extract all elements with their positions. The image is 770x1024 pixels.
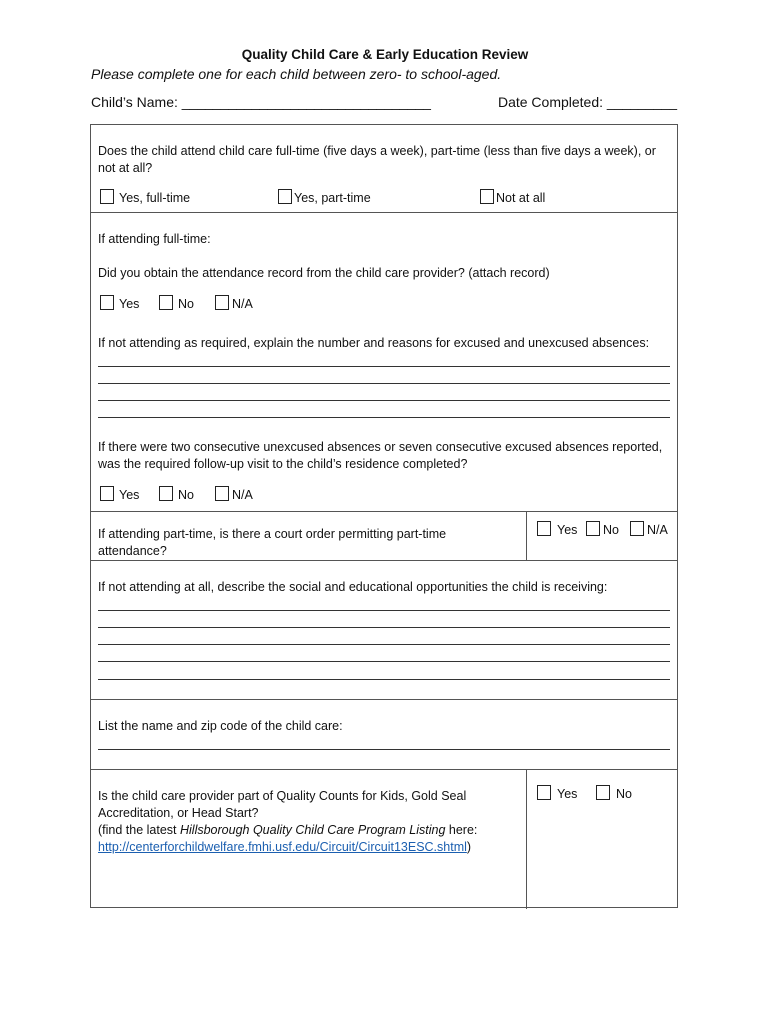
court-order-no[interactable]: No (586, 521, 619, 537)
court-order-question: If attending part-time, is there a court order permitting part-time attendance? (98, 527, 447, 558)
checkbox-icon[interactable] (278, 189, 292, 204)
absences-answer-line[interactable] (98, 417, 670, 418)
review-form (90, 124, 678, 908)
opportunities-answer-line[interactable] (98, 627, 670, 628)
full-time-section (91, 213, 677, 512)
attendance-record-yes[interactable]: Yes (100, 295, 139, 311)
checkbox-icon[interactable] (630, 521, 644, 536)
child-name-field[interactable]: Child’s Name: ________________________________ (91, 94, 431, 110)
form-subtitle: Please complete one for each child between zero- to school-aged. (91, 66, 502, 82)
absences-question: If not attending as required, explain the number and reasons for excused and unexcused absences: (98, 336, 650, 350)
option-yes-part-time[interactable]: Yes, part-time (278, 189, 371, 205)
opportunities-answer-line[interactable] (98, 644, 670, 645)
followup-na[interactable]: N/A (215, 486, 253, 502)
followup-no[interactable]: No (159, 486, 194, 502)
column-divider (526, 770, 527, 909)
child-care-name-section (91, 700, 677, 770)
name-zip-question: List the name and zip code of the child care: (98, 719, 343, 733)
name-zip-answer-line[interactable] (98, 749, 670, 750)
option-yes-full-time[interactable]: Yes, full-time (100, 189, 190, 205)
checkbox-icon[interactable] (159, 295, 173, 310)
checkbox-icon[interactable] (215, 295, 229, 310)
checkbox-icon[interactable] (537, 521, 551, 536)
checkbox-icon[interactable] (159, 486, 173, 501)
checkbox-icon[interactable] (100, 295, 114, 310)
attendance-record-na[interactable]: N/A (215, 295, 253, 311)
full-time-heading: If attending full-time: (98, 232, 211, 246)
court-order-na[interactable]: N/A (630, 521, 668, 537)
checkbox-icon[interactable] (100, 486, 114, 501)
absences-answer-line[interactable] (98, 366, 670, 367)
checkbox-icon[interactable] (480, 189, 494, 204)
quality-counts-yes[interactable]: Yes (537, 785, 577, 801)
checkbox-icon[interactable] (537, 785, 551, 800)
attendance-type-section (91, 125, 677, 213)
attendance-type-question: Does the child attend child care full-time (five days a week), part-time (less than five days a week), or not at all? (98, 144, 656, 175)
checkbox-icon[interactable] (586, 521, 600, 536)
absences-answer-line[interactable] (98, 383, 670, 384)
followup-yes[interactable]: Yes (100, 486, 139, 502)
absences-answer-line[interactable] (98, 400, 670, 401)
attendance-record-no[interactable]: No (159, 295, 194, 311)
court-order-yes[interactable]: Yes (537, 521, 577, 537)
checkbox-icon[interactable] (100, 189, 114, 204)
checkbox-icon[interactable] (215, 486, 229, 501)
part-time-section (91, 512, 677, 561)
opportunities-answer-line[interactable] (98, 679, 670, 680)
date-completed-field[interactable]: Date Completed: _________ (497, 94, 677, 110)
quality-counts-section (91, 770, 677, 909)
attendance-record-question: Did you obtain the attendance record from the child care provider? (attach record) (98, 266, 550, 280)
quality-counts-question: Is the child care provider part of Quality Counts for Kids, Gold Seal Accreditation, or Head Start? (find the latest Hillsborough Quality Child Care Program Listing here: http://centerforchildwelfare.fmhi.usf.edu/Circuit/Circuit13ESC.shtml) (98, 789, 478, 854)
followup-visit-question: If there were two consecutive unexcused absences or seven consecutive excused absences reported, was the required follow-up visit to the child’s residence completed? (98, 440, 663, 471)
checkbox-icon[interactable] (596, 785, 610, 800)
form-title: Quality Child Care & Early Education Review (241, 47, 529, 62)
quality-counts-no[interactable]: No (596, 785, 632, 801)
not-attending-section (91, 561, 677, 700)
opportunities-question: If not attending at all, describe the social and educational opportunities the child is receiving: (98, 580, 608, 594)
opportunities-answer-line[interactable] (98, 610, 670, 611)
opportunities-answer-line[interactable] (98, 661, 670, 662)
column-divider (526, 512, 527, 560)
program-listing-link[interactable]: http://centerforchildwelfare.fmhi.usf.edu/Circuit/Circuit13ESC.shtml (98, 840, 467, 854)
option-not-at-all[interactable]: Not at all (480, 189, 545, 205)
